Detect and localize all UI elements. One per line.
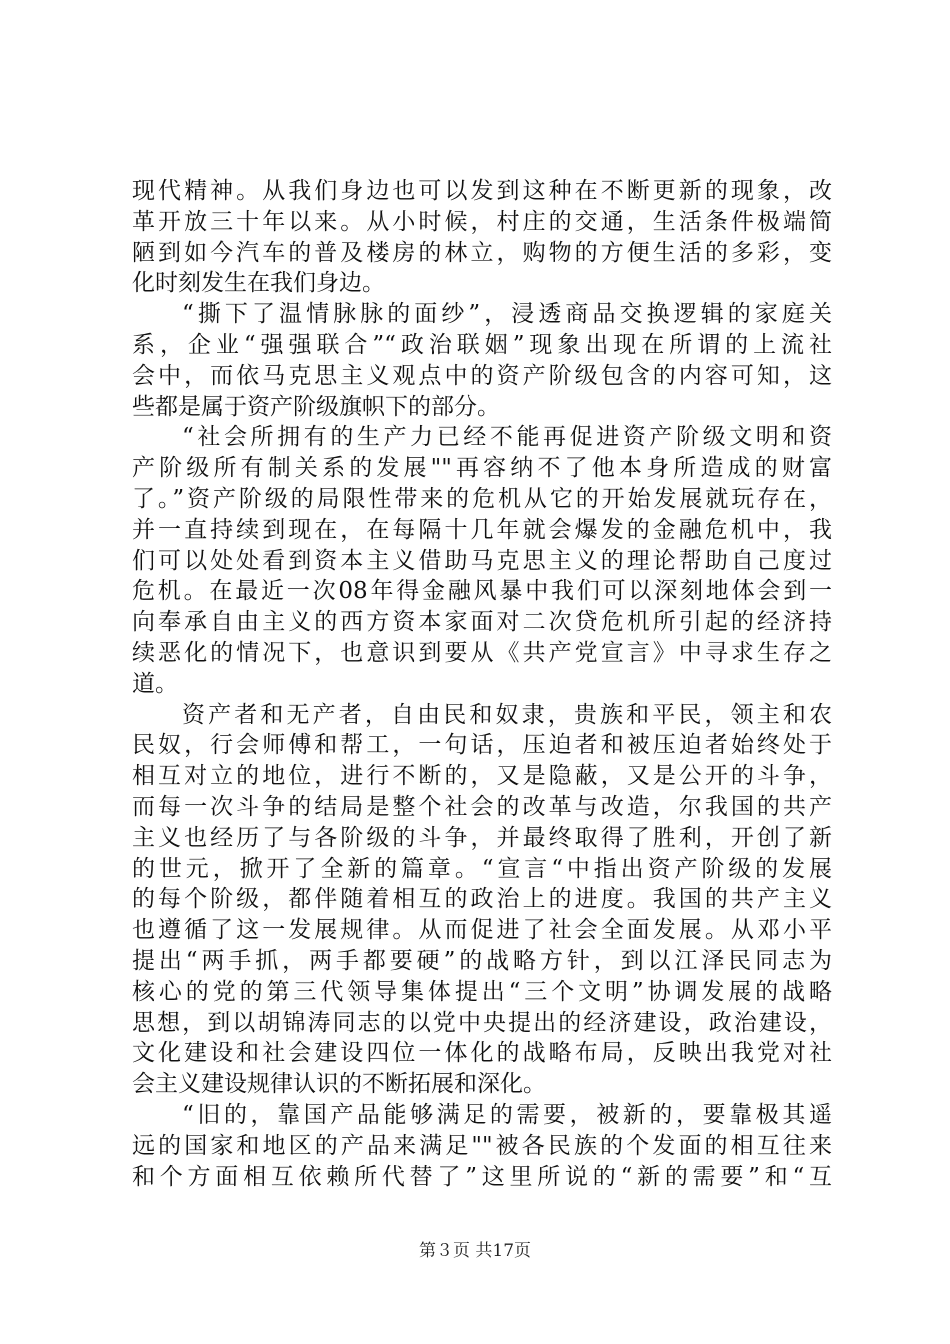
text-line: 思想，到以胡锦涛同志的以党中央提出的经济建设，政治建设， [132, 1009, 832, 1036]
text-line: 资产者和无产者，自由民和奴隶，贵族和平民，领主和农 [182, 701, 832, 728]
text-line: 产阶级所有制关系的发展""再容纳不了他本身所造成的财富 [132, 455, 832, 482]
text-line: 危机。在最近一次08年得金融风暴中我们可以深刻地体会到一 [132, 578, 832, 605]
text-line: 续恶化的情况下，也意识到要从《共产党宣言》中寻求生存之 [132, 639, 832, 666]
text-line: 向奉承自由主义的西方资本家面对二次贷危机所引起的经济持 [132, 609, 832, 636]
text-line: 和个方面相互依赖所代替了”这里所说的“新的需要”和“互 [132, 1163, 832, 1190]
text-line: 化时刻发生在我们身边。 [132, 270, 385, 297]
text-line: 核心的党的第三代领导集体提出“三个文明”协调发展的战略 [132, 978, 832, 1005]
text-line: 系，企业“强强联合”“政治联姻”现象出现在所谓的上流社 [132, 331, 832, 358]
text-line: 的世元，掀开了全新的篇章。“宣言“中指出资产阶级的发展 [132, 855, 832, 882]
text-line: 现代精神。从我们身边也可以发到这种在不断更新的现象，改 [132, 178, 832, 204]
text-line: 道。 [132, 670, 178, 697]
paragraph [132, 422, 832, 699]
text-line: 主义也经历了与各阶级的斗争，并最终取得了胜利，开创了新 [132, 824, 832, 851]
text-line: 并一直持续到现在，在每隔十几年就会爆发的金融危机中，我 [132, 516, 832, 543]
text-line: 民奴，行会师傅和帮工，一句话，压迫者和被压迫者始终处于 [132, 732, 832, 759]
text-line: 陋到如今汽车的普及楼房的林立，购物的方便生活的多彩，变 [132, 239, 832, 266]
document-body [132, 176, 832, 1192]
text-line: 而每一次斗争的结局是整个社会的改革与改造，尔我国的共产 [132, 793, 832, 820]
text-line: 会中，而依马克思主义观点中的资产阶级包含的内容可知，这 [132, 362, 832, 389]
text-line: 文化建设和社会建设四位一体化的战略布局，反映出我党对社 [132, 1040, 832, 1067]
text-line: “旧的，靠国产品能够满足的需要，被新的，要靠极其遥 [182, 1101, 832, 1128]
text-line: “撕下了温情脉脉的面纱”，浸透商品交换逻辑的家庭关 [182, 301, 832, 328]
paragraph [132, 700, 832, 1100]
paragraph [132, 1100, 832, 1192]
text-line: 些都是属于资产阶级旗帜下的部分。 [132, 393, 500, 420]
text-line: 们可以处处看到资本主义借助马克思主义的理论帮助自己度过 [132, 547, 832, 574]
paragraph [132, 299, 832, 422]
text-line: 提出“两手抓，两手都要硬”的战略方针，到以江泽民同志为 [132, 947, 832, 974]
text-line: “社会所拥有的生产力已经不能再促进资产阶级文明和资 [182, 424, 832, 451]
text-line: 会主义建设规律认识的不断拓展和深化。 [132, 1071, 546, 1098]
text-line: 革开放三十年以来。从小时候，村庄的交通，生活条件极端简 [132, 208, 832, 235]
paragraph [132, 176, 832, 299]
text-line: 的每个阶级，都伴随着相互的政治上的进度。我国的共产主义 [132, 886, 832, 913]
text-line: 相互对立的地位，进行不断的，又是隐蔽，又是公开的斗争， [132, 763, 832, 790]
text-line: 也遵循了这一发展规律。从而促进了社会全面发展。从邓小平 [132, 917, 832, 944]
text-line: 远的国家和地区的产品来满足""被各民族的个发面的相互往来 [132, 1132, 832, 1159]
page-footer: 第３页 共17页 [418, 1241, 532, 1261]
text-line: 了。”资产阶级的局限性带来的危机从它的开始发展就玩存在， [132, 485, 832, 512]
